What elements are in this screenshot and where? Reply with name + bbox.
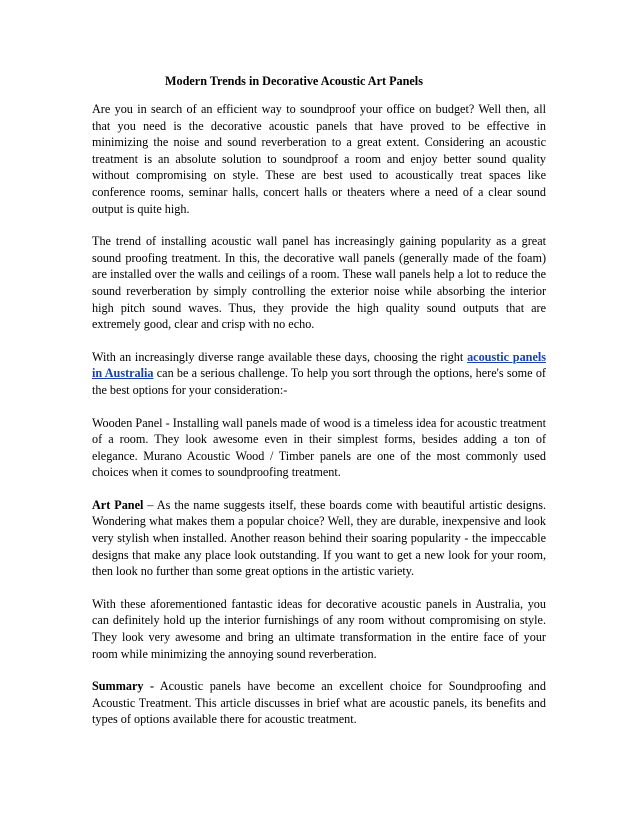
paragraph-options [92,349,546,399]
art-panel-heading: Art Panel [92,497,144,512]
acoustic-panels-australia-link[interactable]: acoustic panels in Australia [92,349,546,381]
paragraph-art-panel [92,497,546,580]
document-title: Modern Trends in Decorative Acoustic Art Panels [165,74,423,88]
summary-heading: Summary - [92,679,155,694]
paragraph-options-text-after: can be a serious challenge. To help you sort through the options, here's some of the best options for your consideration:- [92,366,546,397]
paragraph-options-text-before: With an increasingly diverse range available these days, choosing the right [92,349,468,364]
paragraph-trend: The trend of installing acoustic wall panel has increasingly gaining popularity as a great sound proofing treatment. In this, the decorative wall panels (generally made of the foam) are installed over the walls and ceilings of a room. These wall panels help a lot to reduce the sound reverberation by simply controlling the exterior noise while absorbing the interior high pitch sound waves. Thus, they provide the high quality sound outputs that are extremely good, clear and crisp with no echo. [92,234,546,332]
paragraph-intro: Are you in search of an efficient way to soundproof your office on budget? Well then, all that you need is the decorative acoustic panels that have proved to be effective in minimizing the noise and sound reverberation to a great extent. Considering an acoustic treatment is an absolute solution to soundproof a room and enjoy better sound quality without compromising on style. These are best used to acoustically treat spaces like conference rooms, seminar halls, concert halls or theaters where a need of a clear sound output is quite high. [92,102,546,216]
paragraph-conclusion: With these aforementioned fantastic ideas for decorative acoustic panels in Australia, you can definitely hold up the interior furnishings of any room without compromising on style. They look very awesome and bring an ultimate transformation in the entire face of your room while minimizing the annoying sound reverberation. [92,596,546,661]
paragraph-wooden-panel: Wooden Panel - Installing wall panels made of wood is a timeless idea for acoustic treatment of a room. They look awesome even in their simplest forms, besides adding a ton of elegance. Murano Acoustic Wood / Timber panels are one of the most commonly used choices when it comes to soundproofing treatment. [92,415,546,480]
summary-text: Acoustic panels have become an excellent choice for Soundproofing and Acoustic Treatment. This article discusses in brief what are acoustic panels, its benefits and types of options available there for acoustic treatment. [92,679,546,727]
paragraph-summary [92,678,546,728]
art-panel-text: – As the name suggests itself, these boards come with beautiful artistic designs. Wondering what makes them a popular choice? Well, they are durable, inexpensive and look very stylish when installed. Another reason behind their soaring popularity - the impeccable designs that make any place look outstanding. If you want to get a new look for your room, then look no further than some great options in the artistic variety. [92,497,546,579]
document-body [92,73,546,744]
